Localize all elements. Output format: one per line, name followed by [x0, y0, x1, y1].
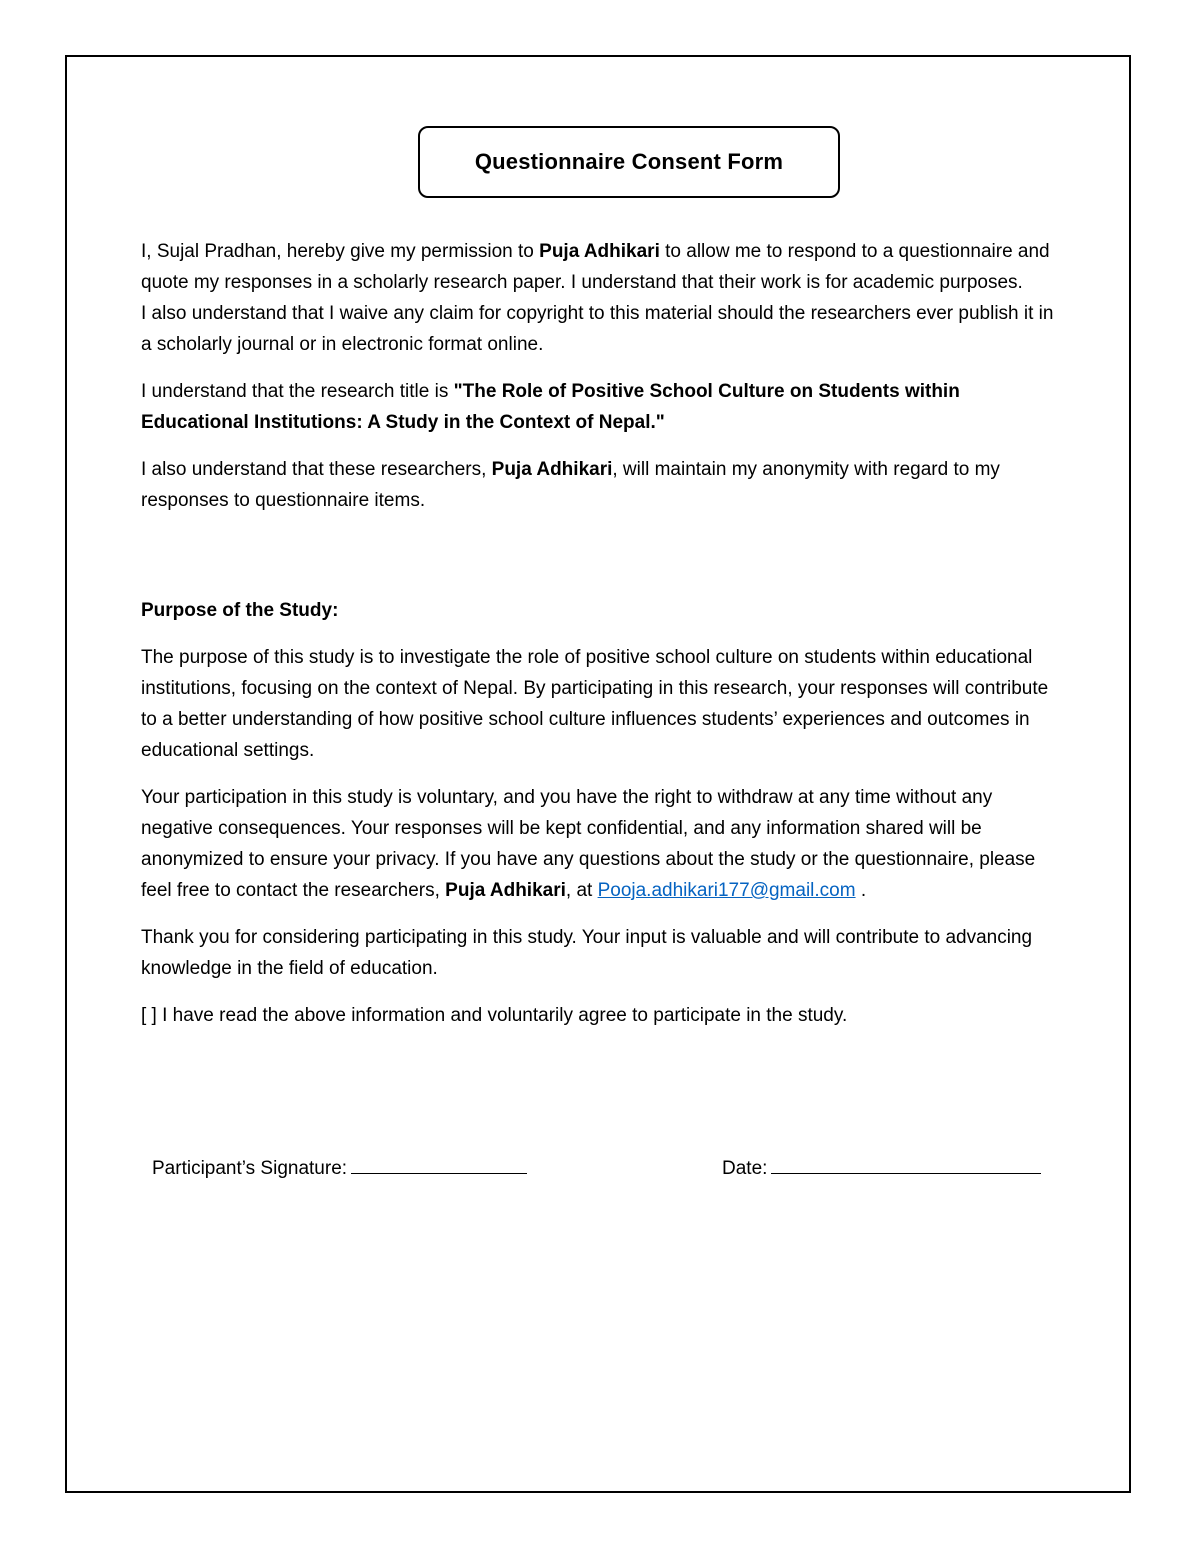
date-field[interactable]: [722, 1153, 1041, 1184]
form-body: [141, 236, 1066, 1031]
participant-signature-label: Participant’s Signature:: [152, 1158, 348, 1179]
researcher-name: Puja Adhikari: [539, 241, 660, 262]
purpose-heading: Purpose of the Study:: [141, 600, 339, 621]
consent-text: , will maintain my anonymity with regard to my responses to questionnaire items.: [141, 459, 1000, 511]
purpose-text: , at: [565, 880, 598, 901]
purpose-text: Your participation in this study is voluntary, and you have the right to withdraw at any time without any negative consequences. Your responses will be kept confidential, and any information shared will be anonymized to ensure your privacy. If you have any questions about the study or the questionnaire, please feel free to contact the researchers,: [141, 787, 1036, 901]
research-title: "The Role of Positive School Culture on Students within Educational Institutions: A Study in the Context of Nepal.": [141, 381, 960, 433]
consent-text: to allow me to respond to a questionnaire and quote my responses in a scholarly research paper. I understand that their work is for academic purposes.: [141, 241, 1050, 293]
consent-paragraph-1: [141, 236, 1066, 298]
page-title: Questionnaire Consent Form: [474, 149, 784, 174]
participant-signature-field[interactable]: [152, 1153, 527, 1184]
researcher-name: Puja Adhikari: [445, 880, 566, 901]
purpose-paragraph-1: The purpose of this study is to investigate the role of positive school culture on students within educational institutions, focusing on the context of Nepal. By participating in this research, your responses will contribute to a better understanding of how positive school culture influences students’ experiences and outcomes in educational settings.: [141, 647, 1049, 761]
purpose-text: .: [855, 880, 867, 901]
participant-signature-line[interactable]: [351, 1153, 527, 1174]
consent-paragraph-3: [141, 376, 1066, 438]
consent-paragraph-2: I also understand that I waive any claim for copyright to this material should the researchers ever publish it in a scholarly journal or in electronic format online.: [141, 303, 1054, 355]
email-link[interactable]: Pooja.adhikari177@gmail.com: [597, 880, 856, 901]
date-line[interactable]: [771, 1153, 1041, 1174]
consent-paragraph-4: [141, 454, 1066, 516]
consent-text: I also understand that these researchers,: [141, 459, 492, 480]
agreement-checkbox-line[interactable]: [ ] I have read the above information and voluntarily agree to participate in the study.: [141, 1005, 848, 1026]
thank-you-paragraph: Thank you for considering participating in this study. Your input is valuable and will contribute to advancing knowledge in the field of education.: [141, 927, 1033, 979]
consent-text: I understand that the research title is: [141, 381, 454, 402]
consent-text: I, Sujal Pradhan, hereby give my permission to: [141, 241, 540, 262]
title-box: [418, 126, 840, 198]
date-label: Date:: [722, 1158, 768, 1179]
purpose-paragraph-2: [141, 782, 1066, 906]
researcher-name: Puja Adhikari: [491, 459, 613, 480]
